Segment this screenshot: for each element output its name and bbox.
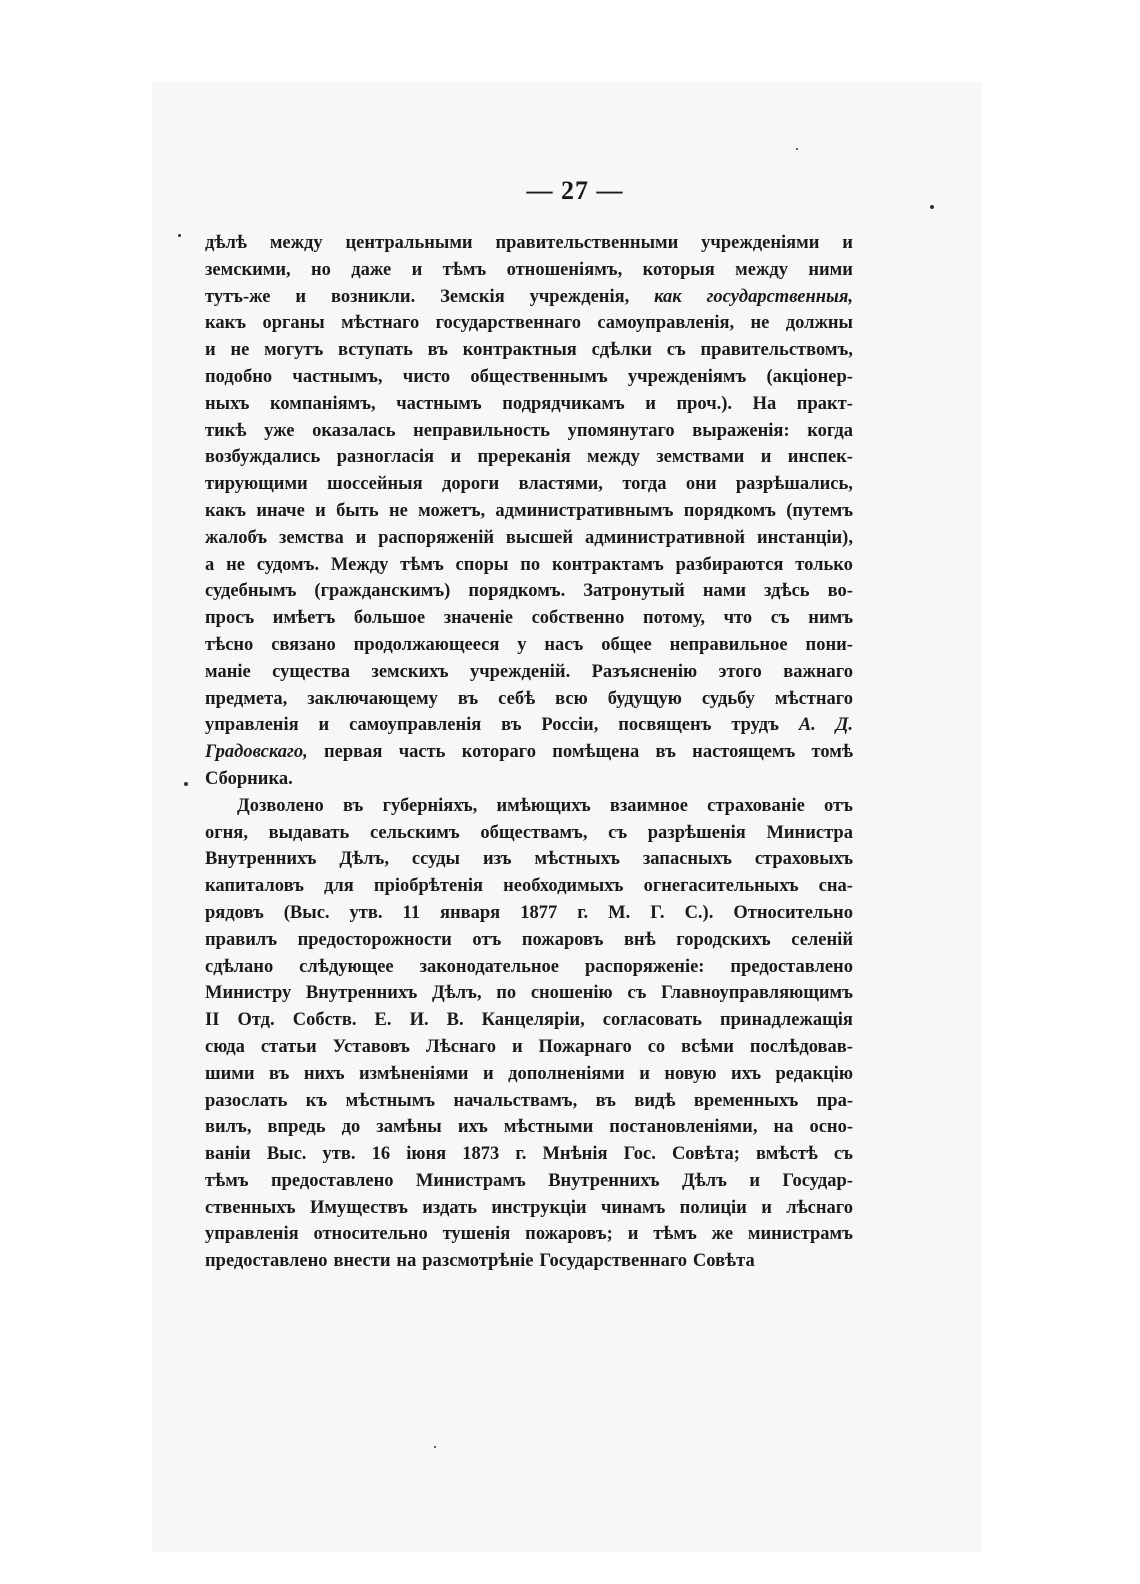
- scan-speck: [434, 1446, 436, 1448]
- scan-speck: [178, 234, 181, 237]
- text-line: какъ иначе и быть не можетъ, административнымъ порядкомъ (путемъ: [205, 500, 853, 521]
- text-line: сюда статьи Уставовъ Лѣснаго и Пожарнаго со всѣми послѣдовав-: [205, 1036, 853, 1057]
- text-line: просъ имѣетъ большое значеніе собственно потому, что съ нимъ: [205, 608, 853, 629]
- page-number: — 27 —: [526, 176, 624, 205]
- text-line: ственныхъ Имуществъ издать инструкціи чинамъ полиціи и лѣснаго: [205, 1197, 853, 1218]
- text-line: Сборника.: [205, 768, 293, 789]
- text-line: тѣмъ предоставлено Министрамъ Внутреннихъ Дѣлъ и Государ-: [205, 1170, 853, 1191]
- text-line: судебнымъ (гражданскимъ) порядкомъ. Затронутый нами здѣсь во-: [205, 581, 853, 602]
- text-line: огня, выдавать сельскимъ обществамъ, съ разрѣшенія Министра: [205, 822, 853, 843]
- scan-speck: [796, 148, 798, 150]
- text-line: Внутреннихъ Дѣлъ, ссуды изъ мѣстныхъ запасныхъ страховыхъ: [205, 849, 853, 870]
- text-line: подобно частнымъ, чисто общественнымъ учрежденіямъ (акціонер-: [205, 366, 853, 387]
- text-line: рядовъ (Выс. утв. 11 января 1877 г. М. Г. С.). Относительно: [205, 902, 853, 923]
- text-line: управленія относительно тушенія пожаровъ; и тѣмъ же министрамъ: [205, 1224, 853, 1245]
- text-line: Градовскаго, первая часть котораго помѣщена въ настоящемъ томѣ: [205, 742, 853, 763]
- text-line: предоставлено внести на разсмотрѣніе Государственнаго Совѣта: [205, 1251, 755, 1272]
- text-line: дѣлѣ между центральными правительственными учрежденіями и: [205, 233, 853, 253]
- text-line: тикѣ уже оказалась неправильность упомянутаго выраженія: когда: [205, 420, 853, 441]
- text-line: возбуждались разногласія и пререканія между земствами и инспек-: [205, 447, 853, 468]
- text-line: земскими, но даже и тѣмъ отношеніямъ, которыя между ними: [205, 259, 853, 280]
- text-line: капиталовъ для пріобрѣтенія необходимыхъ огнегасительныхъ сна-: [205, 876, 853, 897]
- text-line: тѣсно связано продолжающееся у насъ общее неправильное пони-: [205, 634, 853, 655]
- text-line: управленія и самоуправленія въ Россіи, посвященъ трудъ А. Д.: [205, 715, 853, 736]
- text-line: вилъ, впредь до замѣны ихъ мѣстными постановленіями, на осно-: [205, 1117, 853, 1138]
- text-line: тутъ-же и возникли. Земскія учрежденія, как государственныя,: [205, 286, 853, 307]
- text-line: тирующими шоссейныя дороги властями, тогда они разрѣшались,: [205, 474, 853, 495]
- text-line: II Отд. Собств. Е. И. В. Канцеляріи, согласовать принадлежащія: [205, 1010, 853, 1031]
- text-line: шими въ нихъ измѣненіями и дополненіями и новую ихъ редакцію: [205, 1063, 853, 1084]
- text-line: а не судомъ. Между тѣмъ споры по контрактамъ разбираются только: [205, 554, 853, 575]
- text-line: сдѣлано слѣдующее законодательное распоряженіе: предоставлено: [205, 956, 853, 977]
- text-line: Министру Внутреннихъ Дѣлъ, по сношенію съ Главноуправляющимъ: [205, 983, 853, 1004]
- text-line: предмета, заключающему въ себѣ всю будущую судьбу мѣстнаго: [205, 688, 853, 709]
- body-text: [205, 230, 853, 1275]
- text-line: какъ органы мѣстнаго государственнаго самоуправленія, не должны: [205, 313, 853, 334]
- text-line: ныхъ компаніямъ, частнымъ подрядчикамъ и проч.). На практ-: [205, 393, 853, 414]
- text-line: маніе существа земскихъ учрежденій. Разъясненію этого важнаго: [205, 661, 853, 682]
- text-line: жалобъ земства и распоряженій высшей административной инстанціи),: [205, 527, 853, 548]
- text-line: и не могутъ вступать въ контрактныя сдѣлки съ правительствомъ,: [205, 340, 853, 361]
- scan-speck: [184, 782, 188, 786]
- text-line: Дозволено въ губерніяхъ, имѣющихъ взаимное страхованіе отъ: [237, 795, 853, 816]
- scan-speck: [930, 205, 934, 209]
- text-line: правилъ предосторожности отъ пожаровъ внѣ городскихъ селеній: [205, 929, 853, 950]
- text-line: разослать къ мѣстнымъ начальствамъ, въ видѣ временныхъ пра-: [205, 1090, 853, 1111]
- text-line: ваніи Выс. утв. 16 іюня 1873 г. Мнѣнія Гос. Совѣта; вмѣстѣ съ: [205, 1144, 853, 1165]
